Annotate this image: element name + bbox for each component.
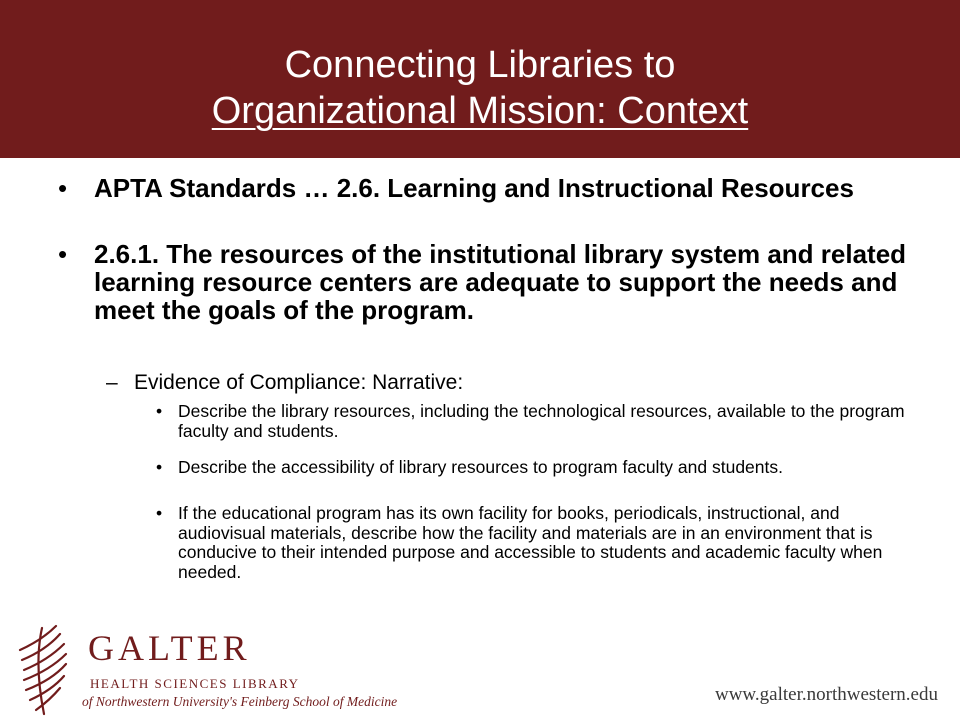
bullet-marker: •: [58, 173, 68, 203]
bullet-marker: •: [156, 401, 163, 421]
sub-heading-evidence: Evidence of Compliance: Narrative:: [134, 371, 464, 394]
slide-title-line2: Organizational Mission: Context: [211, 90, 749, 132]
logo-subtitle: HEALTH SCIENCES LIBRARY: [90, 676, 300, 691]
bullet-marker: •: [58, 239, 68, 269]
dash-marker: –: [106, 371, 118, 394]
sub-bullet-accessibility: Describe the accessibility of library resources to program faculty and students.: [178, 457, 783, 477]
bullet-marker: •: [156, 503, 163, 523]
logo-affiliation: of Northwestern University's Feinberg School of Medicine: [82, 694, 398, 709]
logo-name: GALTER: [88, 628, 251, 668]
slide-title-line1: Connecting Libraries to: [284, 44, 676, 86]
sub-bullet-facility: If the educational program has its own facility for books, periodicals, instructional, and audiovisual materials, describe how the facility and materials are in an environment that is conducive to their intended purpose and accessible to students and academic faculty when needed.: [178, 503, 883, 582]
sub-bullet-library-resources: Describe the library resources, including the technological resources, available to the program faculty and students.: [178, 401, 905, 441]
bullet-apta-standards: APTA Standards … 2.6. Learning and Instructional Resources: [94, 173, 854, 203]
bullet-marker: •: [156, 457, 163, 477]
galter-logo: [12, 624, 398, 716]
footer-url[interactable]: www.galter.northwestern.edu: [714, 684, 938, 705]
bullet-standard-2-6-1: 2.6.1. The resources of the institutional library system and related learning resource centers are adequate to support the needs and meet the goals of the program.: [94, 239, 907, 325]
galter-mark-icon: [12, 624, 74, 716]
slide-title: [0, 42, 960, 134]
